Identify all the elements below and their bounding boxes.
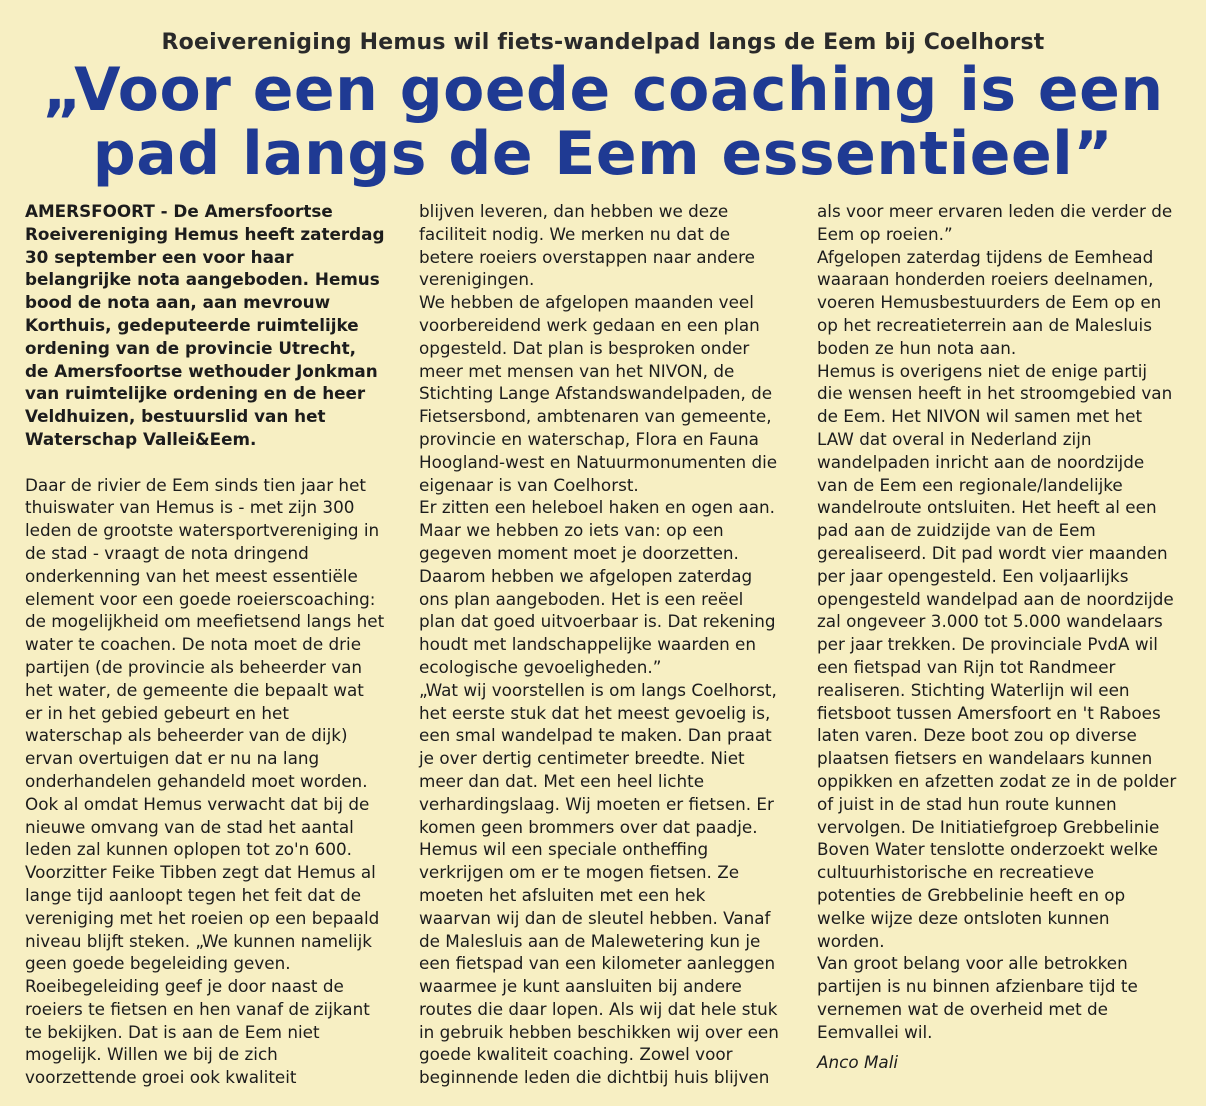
headline-line-1: „Voor een goede coaching is een [42, 55, 1164, 125]
column-1 [25, 200, 385, 1089]
column-2 [419, 200, 779, 1089]
headline-line-2: pad langs de Eem essentieel” [92, 119, 1114, 189]
body-paragraph: Ook al omdat Hemus verwacht dat bij de nieuwe omvang van de stad het aantal leden zal kunnen oplopen tot zo'n 600. [25, 793, 370, 860]
body-paragraph: als voor meer ervaren leden die verder de Eem op roeien.” [817, 201, 1173, 244]
body-paragraph: Hemus is overigens niet de enige partij die wensen heeft in het stroomgebied van de Eem. Het NIVON wil samen met het LAW dat overal in Nederland zijn wandelpaden inricht aan de noordzijde van de Eem een regionale/landelijke wandelroute ontsluiten. Het heeft al een pad aan de zuidzijde van de Eem gerealiseerd. Dit pad wordt vier maanden per jaar opengesteld. Een voljaarlijks opengesteld wandelpad aan de noordzijde zal ongeveer 3.000 tot 5.000 wandelaars per jaar trekken. De provinciale PvdA wil een fietspad van Rijn tot Randmeer realiseren. Stichting Waterlijn wil een fietsboot tussen Amersfoort en 't Raboes laten varen. Deze boot zou op diverse plaatsen fietsers en wandelaars kunnen oppikken en afzetten zodat ze in de polder of juist in de stad hun route kunnen vervolgen. De Initiatiefgroep Grebbelinie Boven Water tenslotte onderzoekt welke cultuurhistorische en recreatieve potenties de Grebbelinie heeft en op welke wijze deze ontsloten kunnen worden. [817, 360, 1177, 951]
body-paragraph: We hebben de afgelopen maanden veel voorbereidend werk gedaan en een plan opgesteld. Dat plan is besproken onder meer met mensen van het NIVON, de Stichting Lange Afstandswandelpaden, de Fietsersbond, ambtenaren van gemeente, provincie en waterschap, Flora en Fauna Hoogland-west en Natuurmonumenten die eigenaar is van Coelhorst. [419, 292, 778, 495]
body-paragraph: blijven leveren, dan hebben we deze faciliteit nodig. We merken nu dat de betere roeiers overstappen naar andere verenigingen. [419, 201, 755, 290]
author-signature: Anco Mali [817, 1052, 899, 1073]
article-kicker: Roeivereniging Hemus wil fiets-wandelpad langs de Eem bij Coelhorst [161, 30, 1045, 55]
body-paragraph: Voorzitter Feike Tibben zegt dat Hemus al lange tijd aanloopt tegen het feit dat de vereniging met het roeien op een bepaald niveau blijft steken. „We kunnen namelijk geen goede begeleiding geven. Roeibegeleiding geef je door naast de roeiers te fietsen en hen vanaf de zijkant te bekijken. Dat is aan de Eem niet mogelijk. Willen we bij de zich voorzettende groei ook kwaliteit [25, 862, 380, 1088]
body-paragraph: Afgelopen zaterdag tijdens de Eemhead waaraan honderden roeiers deelnamen, voeren Hemusbestuurders de Eem op en op het recreatieterrein aan de Malesluis boden ze hun nota aan. [817, 246, 1162, 358]
body-paragraph: „Wat wij voorstellen is om langs Coelhorst, het eerste stuk dat het meest gevoelig is, een smal wandelpad te maken. Dan praat je over dertig centimeter breedte. Niet meer dan dat. Met een heel lichte verhardingslaag. Wij moeten er fietsen. Er komen geen brommers over dat paadje. Hemus wil een speciale ontheffing verkrijgen om er te mogen fietsen. Ze moeten het afsluiten met een hek waarvan wij dan de sleutel hebben. Vanaf de Malesluis aan de Malewetering kun je een fietspad van een kilometer aanleggen waarmee je kunt aansluiten bij andere routes die daar lopen. Als wij dat hele stuk in gebruik hebben beschikken wij over een goede kwaliteit coaching. Zowel voor beginnende leden die dichtbij huis blijven [419, 679, 779, 1088]
body-paragraph: Van groot belang voor alle betrokken partijen is nu binnen afzienbare tijd te vernemen wat de overheid met de Eemvallei wil. [817, 953, 1138, 1042]
body-paragraph: Daarom hebben we afgelopen zaterdag ons plan aangeboden. Het is een reëel plan dat goed uitvoerbaar is. Dat rekening houdt met landschappelijke waarden en ecologische gevoeligheden.” [419, 565, 776, 677]
body-paragraph: Daar de rivier de Eem sinds tien jaar het thuiswater van Hemus is - met zijn 300 leden de grootste watersportvereniging in de stad - vraagt de nota dringend onderkenning van het meest essentiële element voor een goede roeierscoaching: de mogelijkheid om meefietsend langs het water te coachen. De nota moet de drie partijen (de provincie als beheerder van het water, de gemeente die bepaalt wat er in het gebied gebeurt en het waterschap als beheerder van de dijk) ervan overtuigen dat er nu na lang onderhandelen gehandeld moet worden. [25, 474, 385, 791]
body-paragraph: Er zitten een heleboel haken en ogen aan. Maar we hebben zo iets van: op een gegeven moment moet je doorzetten. [419, 497, 775, 563]
column-3 [817, 200, 1177, 1074]
intro-paragraph: AMERSFOORT - De Amersfoortse Roeivereniging Hemus heeft zaterdag 30 september een voor haar belangrijke nota aangeboden. Hemus bood de nota aan, aan mevrouw Korthuis, gedeputeerde ruimtelijke ordening van de provincie Utrecht, de Amersfoortse wethouder Jonkman van ruimtelijke ordening en de heer Veldhuizen, bestuurslid van het Waterschap Vallei&Eem. [25, 201, 385, 449]
paragraph-gap [25, 451, 385, 474]
article-headline [30, 55, 1176, 189]
